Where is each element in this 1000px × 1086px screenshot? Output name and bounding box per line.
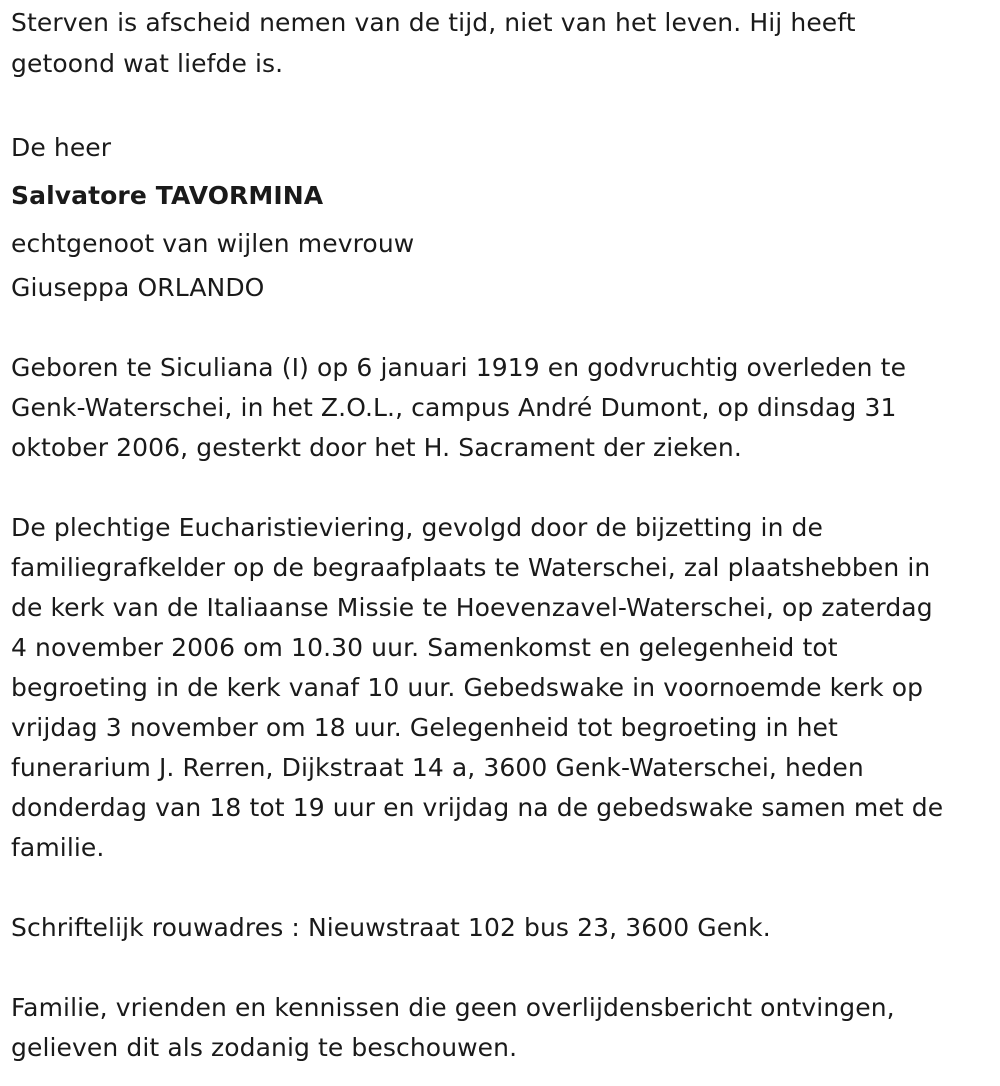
ceremony-paragraph xyxy=(11,508,991,868)
birth-death-line-1: Geboren te Siculiana (I) op 6 januari 1919 en godvruchtig overleden te xyxy=(11,353,907,382)
opening-line-1: Sterven is afscheid nemen van de tijd, niet van het leven. Hij heeft xyxy=(11,8,856,37)
spacer xyxy=(11,84,991,124)
ceremony-line: vrijdag 3 november om 18 uur. Gelegenheid tot begroeting in het xyxy=(11,713,838,742)
ceremony-line: familiegrafkelder op de begraafplaats te Waterschei, zal plaatshebben in xyxy=(11,553,931,582)
obituary-notice xyxy=(11,2,991,1068)
ceremony-line: De plechtige Eucharistieviering, gevolgd door de bijzetting in de xyxy=(11,513,824,542)
ceremony-line: 4 november 2006 om 10.30 uur. Samenkomst en gelegenheid tot xyxy=(11,633,838,662)
spacer xyxy=(11,868,991,908)
ceremony-line: funerarium J. Rerren, Dijkstraat 14 a, 3600 Genk-Waterschei, heden xyxy=(11,753,864,782)
address-paragraph xyxy=(11,908,991,948)
spacer xyxy=(11,308,991,348)
ceremony-line: familie. xyxy=(11,833,105,862)
birth-death-line-2: Genk-Waterschei, in het Z.O.L., campus André Dumont, op dinsdag 31 xyxy=(11,393,897,422)
relation-text: echtgenoot van wijlen mevrouw xyxy=(11,229,415,258)
deceased-block xyxy=(11,124,991,308)
ceremony-line: begroeting in de kerk vanaf 10 uur. Gebedswake in voornoemde kerk op xyxy=(11,673,924,702)
ceremony-line: de kerk van de Italiaanse Missie te Hoevenzavel-Waterschei, op zaterdag xyxy=(11,593,933,622)
ceremony-line: donderdag van 18 tot 19 uur en vrijdag na de gebedswake samen met de xyxy=(11,793,944,822)
spouse-name: Giuseppa ORLANDO xyxy=(11,273,265,302)
spacer xyxy=(11,948,991,988)
closing-paragraph xyxy=(11,988,991,1068)
birth-death-line-3: oktober 2006, gesterkt door het H. Sacrament der zieken. xyxy=(11,433,742,462)
opening-quote xyxy=(11,2,991,84)
honorific: De heer xyxy=(11,133,112,162)
opening-line-2: getoond wat liefde is. xyxy=(11,49,284,78)
deceased-name: Salvatore TAVORMINA xyxy=(11,181,324,210)
closing-line-2: gelieven dit als zodanig te beschouwen. xyxy=(11,1033,518,1062)
birth-death-paragraph xyxy=(11,348,991,468)
closing-line-1: Familie, vrienden en kennissen die geen overlijdensbericht ontvingen, xyxy=(11,993,895,1022)
spacer xyxy=(11,468,991,508)
mourning-address: Schriftelijk rouwadres : Nieuwstraat 102 bus 23, 3600 Genk. xyxy=(11,913,771,942)
